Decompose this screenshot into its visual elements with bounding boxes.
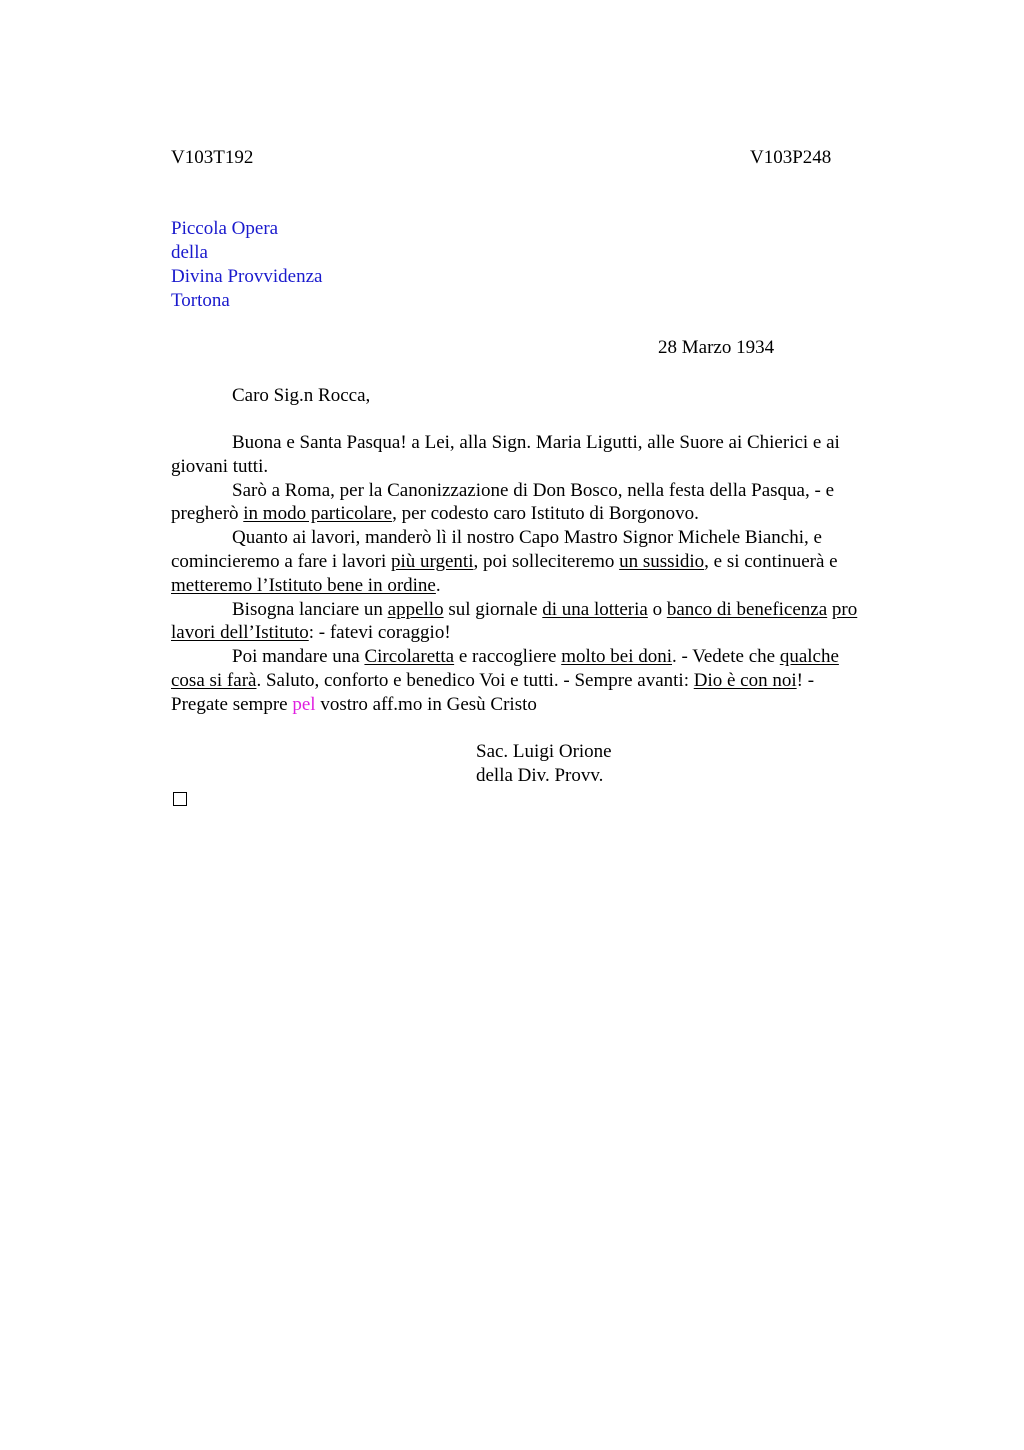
underlined-text: lavori dell’Istituto <box>171 622 309 644</box>
letterhead-line: della <box>171 242 208 263</box>
underlined-text: Circolaretta <box>364 646 455 668</box>
body-line: cosa si farà. Saluto, conforto e benedico Voi e tutti. - Sempre avanti: Dio è con noi! - <box>171 669 815 691</box>
letterhead-line: Divina Provvidenza <box>171 266 323 287</box>
letterhead-line: Tortona <box>171 290 230 311</box>
salutation: Caro Sig.n Rocca, <box>232 385 371 406</box>
letterhead <box>171 217 322 313</box>
signature-title: della Div. Provv. <box>476 765 604 786</box>
underlined-text: banco di beneficenza <box>666 598 828 620</box>
body-line: Pregate sempre pel vostro aff.mo in Gesù Cristo <box>171 693 537 715</box>
underlined-text: pro <box>831 598 858 620</box>
signature-block <box>476 740 612 788</box>
underlined-text: Dio è con noi <box>693 669 797 691</box>
letterhead-line: Piccola Opera <box>171 218 279 239</box>
letter-date: 28 Marzo 1934 <box>658 337 775 358</box>
underlined-text: di una lotteria <box>542 598 648 620</box>
underlined-text: metteremo l’Istituto bene in ordine <box>171 574 436 596</box>
underlined-text: appello <box>387 598 444 620</box>
body-line: comincieremo a fare i lavori più urgenti, poi solleciteremo un sussidio, e si continuerà e <box>171 550 838 572</box>
underlined-text: qualche <box>779 646 839 668</box>
archive-code-left: V103T192 <box>171 147 254 168</box>
body-line: giovani tutti. <box>171 455 269 477</box>
archive-code-right: V103P248 <box>750 147 832 168</box>
signature-name: Sac. Luigi Orione <box>476 741 612 762</box>
underlined-text: più urgenti <box>390 550 474 572</box>
body-line: pregherò in modo particolare, per codesto caro Istituto di Borgonovo. <box>171 503 699 525</box>
highlighted-word: pel <box>292 693 316 715</box>
letter-body <box>171 431 931 717</box>
body-line: metteremo l’Istituto bene in ordine. <box>171 574 441 596</box>
body-line: Bisogna lanciare un appello sul giornale di una lotteria o banco di beneficenza pro <box>232 598 858 620</box>
underlined-text: un sussidio <box>619 550 705 572</box>
body-line: Quanto ai lavori, manderò lì il nostro Capo Mastro Signor Michele Bianchi, e <box>232 527 822 549</box>
body-line: Buona e Santa Pasqua! a Lei, alla Sign. Maria Ligutti, alle Suore ai Chierici e ai <box>232 432 840 453</box>
checkbox-icon <box>173 792 187 806</box>
body-line: lavori dell’Istituto: - fatevi coraggio! <box>171 622 451 644</box>
body-line: Poi mandare una Circolaretta e raccogliere molto bei doni. - Vedete che qualche <box>232 646 839 668</box>
body-line: Sarò a Roma, per la Canonizzazione di Don Bosco, nella festa della Pasqua, - e <box>232 479 834 501</box>
underlined-text: in modo particolare <box>243 503 393 525</box>
underlined-text: cosa si farà <box>171 669 257 691</box>
underlined-text: molto bei doni <box>561 646 673 668</box>
